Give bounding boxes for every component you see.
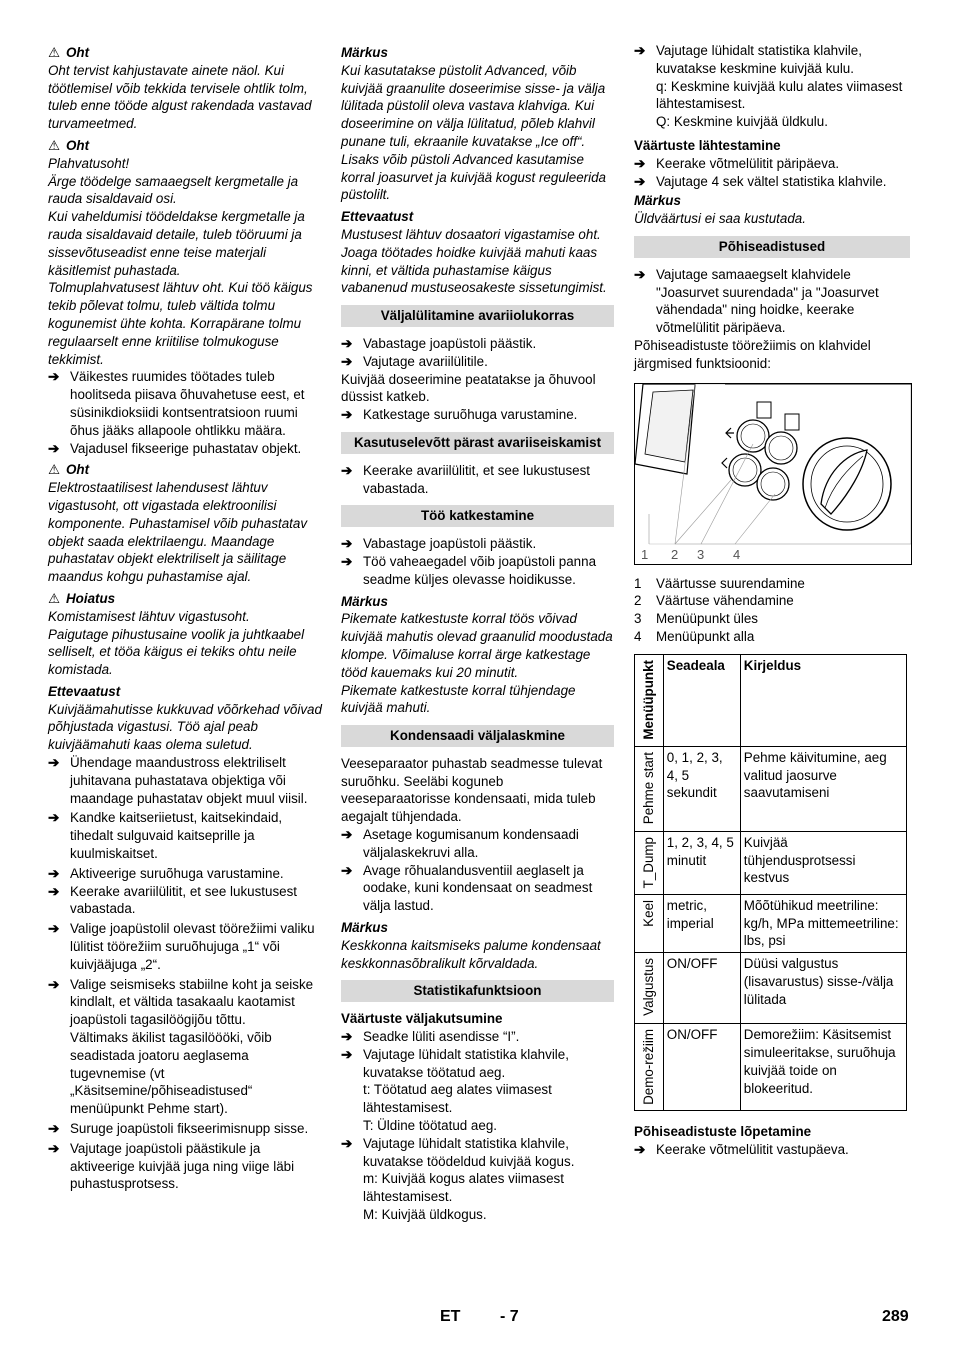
paragraph: Põhiseadistuste töörežiimis on klahvidel järgmised funktsioonid: [634,337,871,371]
legend-item: 1 Väärtusse suurendamine [634,575,805,591]
legend-item: 4 Menüüpunkt alla [634,628,755,644]
caution-text: Paigutage pihustusaine voolik ja juhtkaabel selliselt, et tööa käigus ei tekiks ohtu neile komistada. [48,626,305,678]
note-text: Lisaks võib püstoli Advanced kasutamise korral joasurvet ja kuivjää kogust reguleerida püstolilt. [341,151,606,203]
subsection-heading: Väärtuste lähtestamine [634,137,781,153]
arrow-icon: ➔ [634,266,646,282]
arrow-icon: ➔ [341,553,353,569]
attention-heading: Ettevaatust [48,683,121,699]
arrow-icon: ➔ [48,883,60,899]
arrow-icon: ➔ [341,536,353,552]
subsection-heading: Väärtuste väljakutsumine [341,1011,503,1027]
caution-heading: ⚠ Hoiatus [48,590,116,606]
column-1 [48,42,323,1193]
arrow-icon: ➔ [341,1046,353,1062]
figure-label-2: 2 [671,546,679,562]
note-heading: Märkus [341,593,388,609]
table-header-row [635,654,907,746]
instruction-item: ➔ Keerake võtmelülitit päripäeva. [634,155,840,171]
table-row [635,746,907,831]
arrow-icon: ➔ [634,1141,646,1157]
table-cell: ON/OFF [663,1024,740,1111]
table-header-cell: Menüüpunkt [641,659,656,740]
warning-text: Elektrostaatilisest lahendusest lähtuv vigastusoht, ott vigastada elektroonilisi komponente. Puhastamisel võib puhastatav objekt saada elektrilaengu. Maandage puhastatav objekt elektriliselt ja säilitage maandus kohgu puhastamise ajal. [48,480,308,585]
table-row [635,953,907,1024]
instruction-item: ➔ Katkestage suruõhuga varustamine. [341,407,578,423]
instruction-item: ➔ Keerake avariilülitit, et see lukustusest vabastada. [341,462,591,496]
note-text: Keskkonna kaitsmiseks palume kondensaat keskkonnasõbralikult kõrvaldada. [341,937,601,971]
paragraph: Veeseparaator puhastab seadmesse tulevat suruõhku. Seeläbi koguneb veeseparaatorisse kondensaati, mida tuleb aegajalt tühjendada. [341,755,603,825]
note-text: Pikemate katkestuste korral tühjendage kuivjää mahuti. [341,682,576,716]
arrow-icon: ➔ [341,862,353,878]
table-cell: 1, 2, 3, 4, 5 minutit [663,831,740,894]
instruction-subtext: m: Kuivjää kogus alates viimasest lähtestamisest. [363,1171,564,1205]
control-panel-figure [634,383,912,565]
warning-text: Oht tervist kahjustavate ainete näol. Kui töötlemisel võib tekkida tervisele ohtlik tolm, tuleb enne tööde algust rakendada vastavad turvameetmed. [48,62,312,132]
table-header-cell: Seadeala [663,654,740,746]
instruction-item: ➔ Vajutage samaaegselt klahvidele "Joasurvet suurendada" ja "Joasurvet vähendada" ning hoidke, keerake võtmelülitit päripäeva. [634,266,879,336]
instruction-item: ➔ Valige seismiseks stabiilne koht ja seiske kindlalt, et vältida tasakaalu kaotamist joapüstoli tagasilöögijõu tõttu. [48,976,314,1028]
section-heading: Väljalülitamine avariiolukorras [341,305,614,327]
instruction-item: ➔ Ühendage maandustross elektriliselt juhitavana puhastatava objektiga või maandage puhastatav objekt muul viisil. [48,755,308,806]
arrow-icon: ➔ [341,827,353,843]
table-row [635,894,907,952]
button-1-icon [737,420,769,452]
table-row [635,1024,907,1111]
instruction-item: ➔ Vajutage lühidalt statistika klahvile, kuvatakse töödeldud kuivjää kogus. [341,1135,575,1169]
instruction-item: ➔ Vajutage avariilülitile. [341,353,488,369]
arrow-icon: ➔ [341,1029,353,1045]
arrow-icon: ➔ [48,369,60,385]
figure-legend [634,575,910,646]
instruction-item: ➔ Seadke lüliti asendisse “I”. [341,1029,520,1045]
note-heading: Märkus [634,193,681,209]
legend-item: 3 Menüüpunkt üles [634,611,758,627]
table-row [635,831,907,894]
table-cell: T_Dump [641,836,656,889]
subsection-heading: Põhiseadistuste lõpetamine [634,1124,812,1140]
arrow-icon: ➔ [341,335,353,351]
figure-label-1: 1 [641,546,649,562]
table-header-cell: Kirjeldus [740,654,906,746]
settings-table [634,654,907,1111]
table-cell: 0, 1, 2, 3, 4, 5 sekundit [663,746,740,831]
arrow-icon: ➔ [48,1121,60,1137]
table-cell: Demo-režiim [641,1029,656,1106]
instruction-item: ➔ Vajutage lühidalt statistika klahvile, kuvatakse töötatud aeg. [341,1046,569,1080]
warning-triangle-icon: ⚠ [48,462,61,478]
instruction-subtext: Vältimaks äkilist tagasilöööki, võib seadistada joatoru aeglasema tugevnemise (vt „Käsitsemine/põhiseadistused“ menüüpunkt Pehme start). [70,1030,272,1117]
table-cell: Keel [641,899,656,927]
section-heading: Kondensaadi väljalaskmine [341,725,614,747]
arrow-icon: ➔ [341,353,353,369]
table-cell: Kuivjää tühjendusprotsessi kestvus [740,831,906,894]
note-text: Üldväärtusi ei saa kustutada. [634,211,806,227]
warning-triangle-icon: ⚠ [48,590,61,606]
instruction-subtext: T: Üldine töötatud aeg. [363,1118,497,1134]
instruction-item: ➔ Vajutage joapüstoli päästikule ja aktiveerige kuivjää juga ning viige läbi puhastusprotsess. [48,1140,295,1192]
instruction-item: ➔ Vabastage joapüstoli päästik. [341,335,537,351]
table-cell: Pehme käivitumine, aeg valitud jaosurve saavutamiseni [740,746,906,831]
note-text: Pikemate katkestuste korral töös võivad kuivjää mahutis olevad graanulid moodustada klompe. Võimaluse korral ärge katkestage tööd kauemaks kui 20 minutit. [341,611,613,680]
arrow-icon: ➔ [341,462,353,478]
arrow-icon: ➔ [48,810,60,826]
table-cell: Valgustus [641,958,656,1016]
instruction-item: ➔ Valige joapüstolil olevast töörežiimi valiku lülitist töörežiim suruõhujuga „1“ või kuivjääjuga „2“. [48,921,315,972]
warning-text: Ärge töödelge samaaegselt kergmetalle ja rauda sisaldavaid osi. [48,173,299,207]
footer-language: ET [440,1308,461,1325]
arrow-icon: ➔ [341,407,353,423]
caution-text: Komistamisest lähtuv vigastusoht. [48,608,250,624]
arrow-icon: ➔ [48,976,60,992]
instruction-item: ➔ Suruge joapüstoli fikseerimisnupp sisse. [48,1121,309,1137]
arrow-icon: ➔ [341,1135,353,1151]
warning-heading: ⚠ Oht [48,137,90,153]
instruction-item: ➔ Kandke kaitseriietust, kaitsekindaid, tihedalt sulguvaid kaitseprille ja kuulmiskaitset. [48,810,283,862]
instruction-item: ➔ Vajutage lühidalt statistika klahvile, kuvatakse keskmine kuivjää kulu. [634,43,862,76]
display-screen [645,390,693,462]
note-heading: Märkus [341,920,388,936]
warning-heading: ⚠ Oht [48,462,90,478]
section-heading: Põhiseadistused [634,236,910,258]
footer-page-short: - 7 [500,1308,519,1325]
attention-text: Mustusest lähtuv dosaatori vigastamise oht. Joaga töötades hoidke kuivjää mahuti kaas kinni, et vältida puhastamise käigus vabanenud mustuseosakeste sissetungimist. [341,226,607,296]
table-cell: Mõõtühikud meetriline: kg/h, MPa mittemeetriline: lbs, psi [740,894,906,952]
arrow-icon: ➔ [634,173,646,189]
warning-heading: ⚠ Oht [48,45,90,60]
column-2 [341,42,614,1224]
warning-triangle-icon: ⚠ [48,137,61,153]
warning-text: Tolmuplahvatusest lähtuv oht. Kui töö käigus tekib põlevat tolmu, tuleb vältida tolmu kogunemist ühte kohta. Korrapärane tolmu regulaarselt enne kriitilise tolmukoguse tekkimist. [48,280,313,367]
instruction-subtext: Q: Keskmine kuivjää üldkulu. [656,114,828,130]
instruction-item: ➔ Vabastage joapüstoli päästik. [341,536,537,552]
figure-label-4: 4 [733,546,741,562]
column-3 [634,42,910,1159]
arrow-icon: ➔ [634,43,646,58]
table-cell: Pehme start [641,751,656,824]
button-4-icon [757,468,789,500]
instruction-item: ➔ Väikestes ruumides töötades tuleb hoolitseda piisava õhuvahetuse eest, et süsinikdioksiidi kontsentratsioon ruumi õhus jääks allapoole ohtlikku määra. [48,369,305,438]
instruction-subtext: q: Keskmine kuivjää kulu alates viimasest lähtestamisest. [656,78,903,112]
note-text: Kui kasutatakse püstolit Advanced, võib kuivjää graanulite doseerimise sisse- ja välja lülitada püstolil oleva vastava klahviga. Kui doseerimine on välja lülitatud, põleb klahvil punane tuli, ekraanile kuvatakse „Ice off“. [341,62,606,149]
warning-text: Kui vaheldumisi töödeldakse kergmetalle ja rauda sisaldavaid detaile, tuleb tööruumi ja sissevõtuseadist enne teise materjali käsitlemist puhastada. [48,209,305,278]
instruction-item: ➔ Töö vaheaegadel võib joapüstoli panna seadme küljes olevasse hoidikusse. [341,553,597,587]
arrow-icon: ➔ [48,440,60,456]
instruction-item: ➔ Vajadusel fikseerige puhastatav objekt. [48,440,302,456]
arrow-icon: ➔ [48,865,60,881]
instruction-item: ➔ Keerake avariilülitit, et see lukustusest vabastada. [48,883,298,917]
table-cell: ON/OFF [663,953,740,1024]
button-3-icon [765,432,797,464]
note-heading: Märkus [341,45,388,60]
instruction-item: ➔ Keerake võtmelülitit vastupäeva. [634,1141,849,1157]
paragraph: Kuivjää doseerimine peatatakse ja õhuvool düssist katkeb. [341,371,596,405]
table-cell: Demorežiim: Käsitsemist simuleeritakse, suruõhuja kuivjää toide on blokeeritud. [740,1024,906,1111]
attention-text: Kuivjäämahutisse kukkuvad võõrkehad võivad põhjustada vigastusi. Töö ajal peab kuivjäämahuti kaas olema suletud. [48,701,322,753]
arrow-icon: ➔ [634,155,646,171]
table-cell: Düüsi valgustus (lisavarustus) sisse-/välja lülitada [740,953,906,1024]
section-heading: Kasutuselevõtt pärast avariiseiskamist [341,432,614,454]
control-panel-illustration [635,384,911,564]
instruction-item: ➔ Aktiveerige suruõhuga varustamine. [48,865,284,881]
section-heading: Töö katkestamine [341,505,614,527]
instruction-subtext: M: Kuivjää üldkogus. [363,1207,487,1223]
warning-triangle-icon: ⚠ [48,45,61,60]
figure-label-3: 3 [697,546,705,562]
section-heading: Statistikafunktsioon [341,980,614,1002]
arrow-icon: ➔ [48,755,60,771]
arrow-icon: ➔ [48,921,60,937]
attention-heading: Ettevaatust [341,209,414,225]
instruction-item: ➔ Vajutage 4 sek vältel statistika klahvile. [634,173,887,189]
instruction-subtext: t: Töötatud aeg alates viimasest lähtestamisest. [363,1082,552,1116]
warning-text: Plahvatusoht! [48,155,130,171]
footer-page-number: 289 [882,1308,909,1325]
instruction-item: ➔ Avage rõhualandusventiil aeglaselt ja oodake, kuni kondensaat on seadmest välja lastud. [341,862,593,914]
legend-item: 2 Väärtuse vähendamine [634,593,794,609]
instruction-item: ➔ Asetage kogumisanum kondensaadi väljalaskekruvi alla. [341,827,579,860]
arrow-icon: ➔ [48,1140,60,1156]
table-cell: metric, imperial [663,894,740,952]
